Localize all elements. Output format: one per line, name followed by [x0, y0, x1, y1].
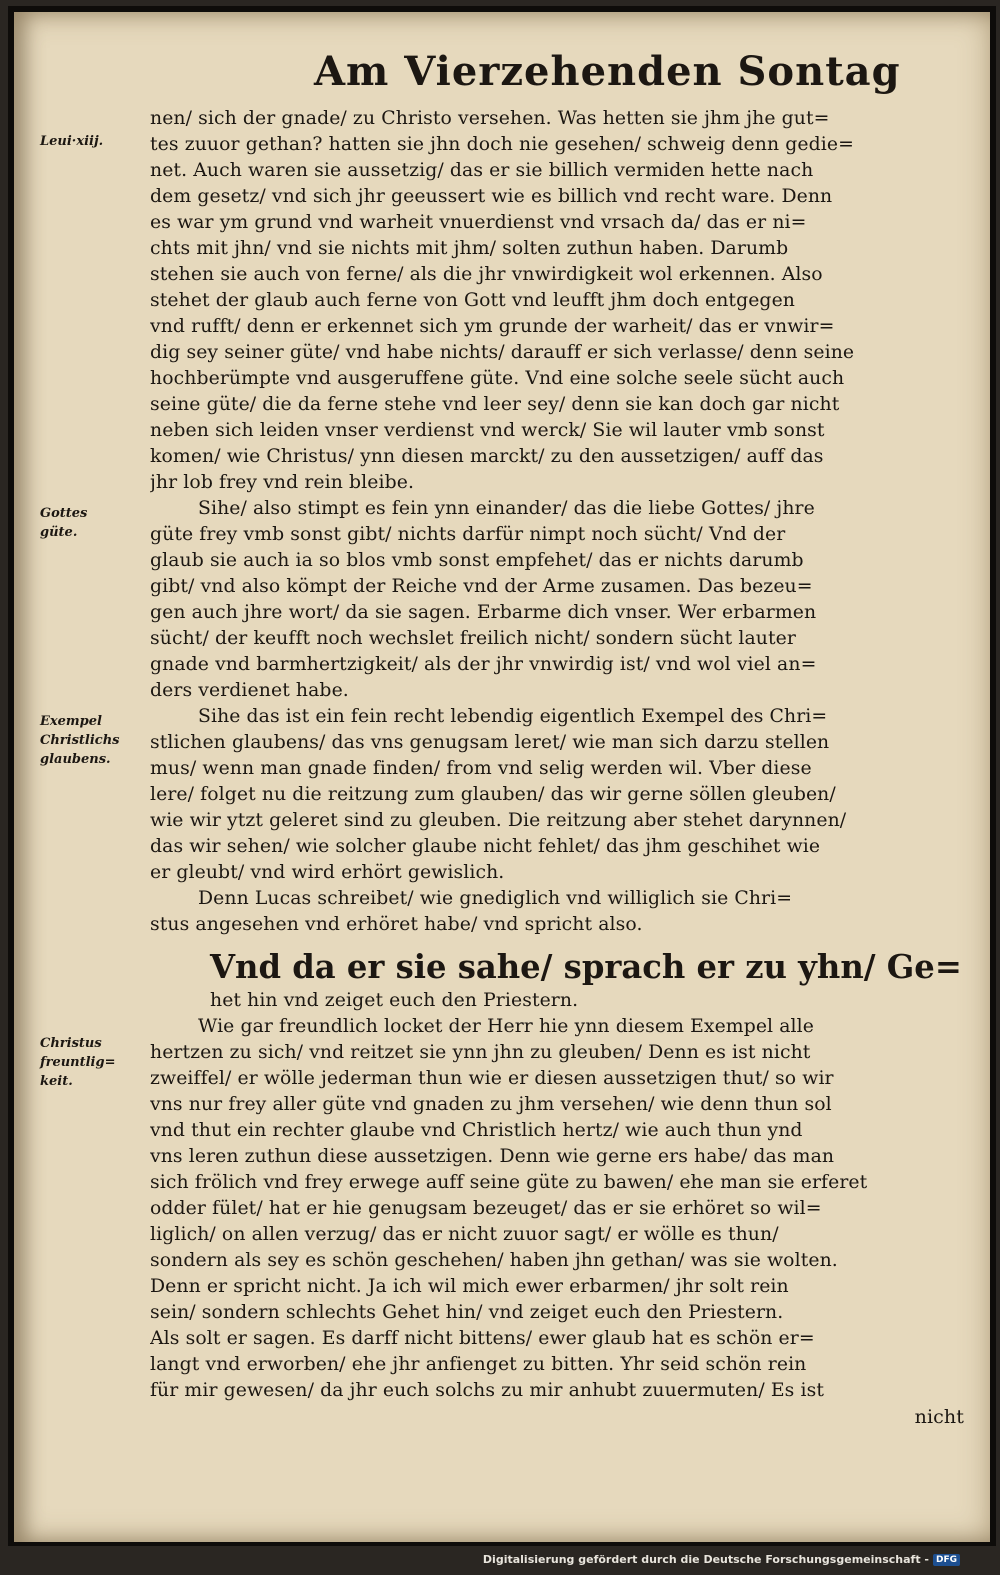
footer-text: Digitalisierung gefördert durch die Deutsche Forschungsgemeinschaft -	[482, 1553, 929, 1566]
text-line: jhr lob frey vnd rein bleibe.	[150, 472, 415, 493]
book-page	[14, 12, 990, 1542]
margin-note-line: güte.	[40, 525, 78, 540]
text-line: dem gesetz/ vnd sich jhr geeussert wie es billich vnd recht ware. Denn	[150, 186, 833, 207]
text-line: für mir gewesen/ da jhr euch solchs zu mir anhubt zuuermuten/ Es ist	[150, 1380, 825, 1401]
text-line: net. Auch waren sie aussetzig/ das er sie billich vermiden hette nach	[150, 160, 814, 181]
paragraph	[150, 1014, 970, 1404]
text-line: Denn er spricht nicht. Ja ich wil mich ewer erbarmen/ jhr solt rein	[150, 1276, 789, 1297]
text-line: chts mit jhn/ vnd sie nichts mit jhm/ solten zuthun haben. Darumb	[150, 238, 789, 259]
text-line: tes zuuor gethan? hatten sie jhn doch nie gesehen/ schweig denn gedie=	[150, 134, 854, 155]
margin-note-line: freuntlig=	[40, 1055, 116, 1070]
body-text	[150, 106, 970, 1430]
text-line: vnd rufft/ denn er erkennet sich ym grunde der warheit/ das er vnwir=	[150, 316, 835, 337]
margin-note-gottes-guete	[40, 504, 130, 542]
text-line: komen/ wie Christus/ ynn diesen marckt/ zu den aussetzigen/ auff das	[150, 446, 824, 467]
margin-note-line: Gottes	[40, 506, 88, 521]
text-line: stehen sie auch von ferne/ als die jhr vnwirdigkeit wol erkennen. Also	[150, 264, 823, 285]
text-line: wie wir ytzt geleret sind zu gleuben. Die reitzung aber stehet darynnen/	[150, 810, 847, 831]
text-line: er gleubt/ vnd wird erhört gewislich.	[150, 862, 505, 883]
text-line: langt vnd erworben/ ehe jhr anfienget zu bitten. Yhr seid schön rein	[150, 1354, 807, 1375]
scripture-big-line: Vnd da er sie sahe/ sprach er zu yhn/ Ge=	[210, 948, 962, 986]
text-line: stehet der glaub auch ferne von Gott vnd leufft jhm doch entgegen	[150, 290, 795, 311]
scripture-small-line: het hin vnd zeiget euch den Priestern.	[210, 990, 579, 1011]
margin-note-christus	[40, 1034, 130, 1091]
text-line: zweiffel/ er wölle jederman thun wie er diesen aussetzigen thut/ so wir	[150, 1068, 834, 1089]
paragraph	[150, 704, 970, 886]
scripture-quote	[150, 944, 970, 1014]
margin-note-exempel	[40, 712, 130, 769]
text-line: sich frölich vnd frey erwege auff seine güte zu bawen/ ehe man sie erferet	[150, 1172, 868, 1193]
text-line: sein/ sondern schlechts Gehet hin/ vnd zeiget euch den Priestern.	[150, 1302, 784, 1323]
text-line: das wir sehen/ wie solcher glaube nicht fehlet/ das jhm geschihet wie	[150, 836, 821, 857]
text-line: Denn Lucas schreibet/ wie gnediglich vnd williglich sie Chri=	[198, 888, 793, 909]
margin-note-line: keit.	[40, 1074, 73, 1089]
margin-note-line: Leui·xiij.	[40, 134, 104, 149]
page-header: Am Vierzehenden Sontag	[314, 48, 901, 95]
paragraphs-before	[150, 106, 970, 938]
catchword: nicht	[914, 1406, 964, 1428]
text-line: güte frey vmb sonst gibt/ nichts darfür nimpt noch sücht/ Vnd der	[150, 524, 786, 545]
text-line: liglich/ on allen verzug/ das er nicht zuuor sagt/ er wölle es thun/	[150, 1224, 779, 1245]
text-line: nen/ sich der gnade/ zu Christo versehen. Was hetten sie jhm jhe gut=	[150, 108, 830, 129]
text-line: hochberümpte vnd ausgeruffene güte. Vnd eine solche seele sücht auch	[150, 368, 845, 389]
text-line: stlichen glaubens/ das vns genugsam leret/ wie man sich darzu stellen	[150, 732, 830, 753]
text-line: Sihe das ist ein fein recht lebendig eigentlich Exempel des Chri=	[198, 706, 828, 727]
digitization-footer	[483, 1553, 960, 1566]
text-line: gen auch jhre wort/ da sie sagen. Erbarme dich vnser. Wer erbarmen	[150, 602, 817, 623]
text-line: vns leren zuthun diese aussetzigen. Denn wie gerne ers habe/ das man	[150, 1146, 835, 1167]
text-line: sücht/ der keufft noch wechslet freilich nicht/ sondern sücht lauter	[150, 628, 796, 649]
margin-note-line: glaubens.	[40, 752, 111, 767]
margin-note-line: Christlichs	[40, 733, 120, 748]
text-line: dig sey seiner güte/ vnd habe nichts/ darauff er sich verlasse/ denn seine	[150, 342, 855, 363]
text-line: stus angesehen vnd erhöret habe/ vnd spricht also.	[150, 914, 643, 935]
margin-note-line: Exempel	[40, 714, 102, 729]
text-line: Als solt er sagen. Es darff nicht bittens/ ewer glaub hat es schön er=	[150, 1328, 815, 1349]
text-line: gnade vnd barmhertzigkeit/ als der jhr vnwirdig ist/ vnd wol viel an=	[150, 654, 817, 675]
paragraph	[150, 496, 970, 704]
text-line: hertzen zu sich/ vnd reitzet sie ynn jhn zu gleuben/ Denn es ist nicht	[150, 1042, 811, 1063]
text-line: glaub sie auch ia so blos vmb sonst empfehet/ das er nichts darumb	[150, 550, 804, 571]
dfg-logo: DFG	[933, 1554, 960, 1566]
paragraphs-after	[150, 1014, 970, 1404]
paragraph	[150, 886, 970, 938]
paragraph	[150, 106, 970, 496]
margin-note-line: Christus	[40, 1036, 102, 1051]
text-line: seine güte/ die da ferne stehe vnd leer sey/ denn sie kan doch gar nicht	[150, 394, 840, 415]
text-line: Sihe/ also stimpt es fein ynn einander/ das die liebe Gottes/ jhre	[198, 498, 815, 519]
text-line: gibt/ vnd also kömpt der Reiche vnd der Arme zusamen. Das bezeu=	[150, 576, 813, 597]
text-line: vnd thut ein rechter glaube vnd Christlich hertz/ wie auch thun ynd	[150, 1120, 803, 1141]
text-line: vns nur frey aller güte vnd gnaden zu jhm versehen/ wie denn thun sol	[150, 1094, 832, 1115]
text-line: Wie gar freundlich locket der Herr hie ynn diesem Exempel alle	[198, 1016, 814, 1037]
text-line: neben sich leiden vnser verdienst vnd werck/ Sie wil lauter vmb sonst	[150, 420, 825, 441]
text-line: mus/ wenn man gnade finden/ from vnd selig werden wil. Vber diese	[150, 758, 812, 779]
text-line: ders verdienet habe.	[150, 680, 349, 701]
margin-note-leviticus	[40, 132, 130, 151]
text-line: es war ym grund vnd warheit vnuerdienst vnd vrsach da/ das er ni=	[150, 212, 807, 233]
text-line: lere/ folget nu die reitzung zum glauben/ das wir gerne söllen gleuben/	[150, 784, 836, 805]
text-line: sondern als sey es schön geschehen/ haben jhn gethan/ was sie wolten.	[150, 1250, 838, 1271]
text-line: odder fület/ hat er hie genugsam bezeuget/ das er sie erhöret so wil=	[150, 1198, 822, 1219]
